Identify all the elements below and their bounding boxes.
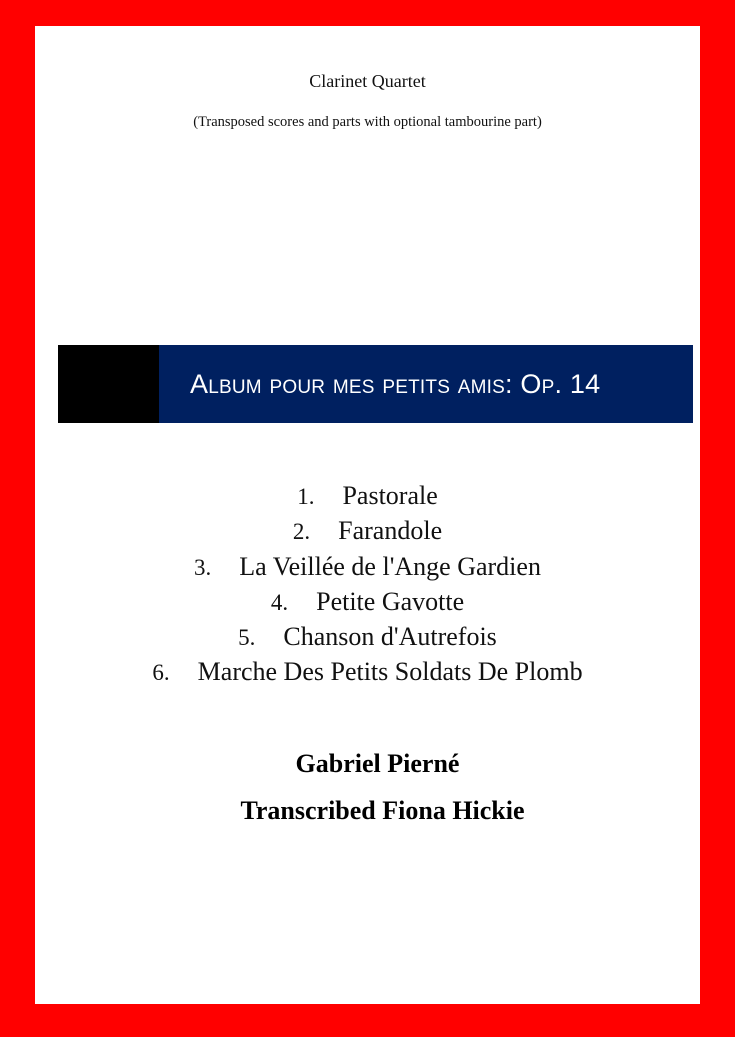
banner-title: Album pour mes petits amis: Op. 14: [190, 368, 601, 399]
piece-number: 3.: [194, 554, 212, 580]
document-subtitle: (Transposed scores and parts with optional tambourine part): [193, 114, 542, 130]
piece-number: 6.: [152, 660, 170, 686]
title-banner: [58, 345, 693, 423]
piece-title: Chanson d'Autrefois: [283, 622, 497, 652]
list-item: [35, 549, 700, 584]
banner-blue-band: [159, 345, 693, 423]
list-item: [35, 478, 700, 513]
piece-title: La Veillée de l'Ange Gardien: [239, 551, 541, 581]
transcriber-credit: Transcribed Fiona Hickie: [240, 796, 525, 825]
piece-number: 1.: [297, 484, 315, 509]
piece-list: [35, 478, 700, 690]
piece-number: 5.: [238, 625, 256, 651]
list-item: [35, 654, 700, 689]
piece-number: 2.: [292, 519, 311, 545]
banner-black-block: [58, 345, 159, 423]
list-item: [35, 513, 700, 548]
list-item: [35, 584, 700, 619]
piece-title: Pastorale: [342, 481, 438, 510]
piece-number: 4.: [270, 589, 289, 615]
piece-title: Marche Des Petits Soldats De Plomb: [197, 657, 583, 687]
document-title: Clarinet Quartet: [309, 71, 426, 91]
piece-title: Farandole: [338, 516, 443, 546]
document-page: [35, 26, 700, 1004]
piece-title: Petite Gavotte: [316, 586, 465, 616]
composer-name: Gabriel Pierné: [295, 749, 460, 778]
list-item: [35, 619, 700, 654]
